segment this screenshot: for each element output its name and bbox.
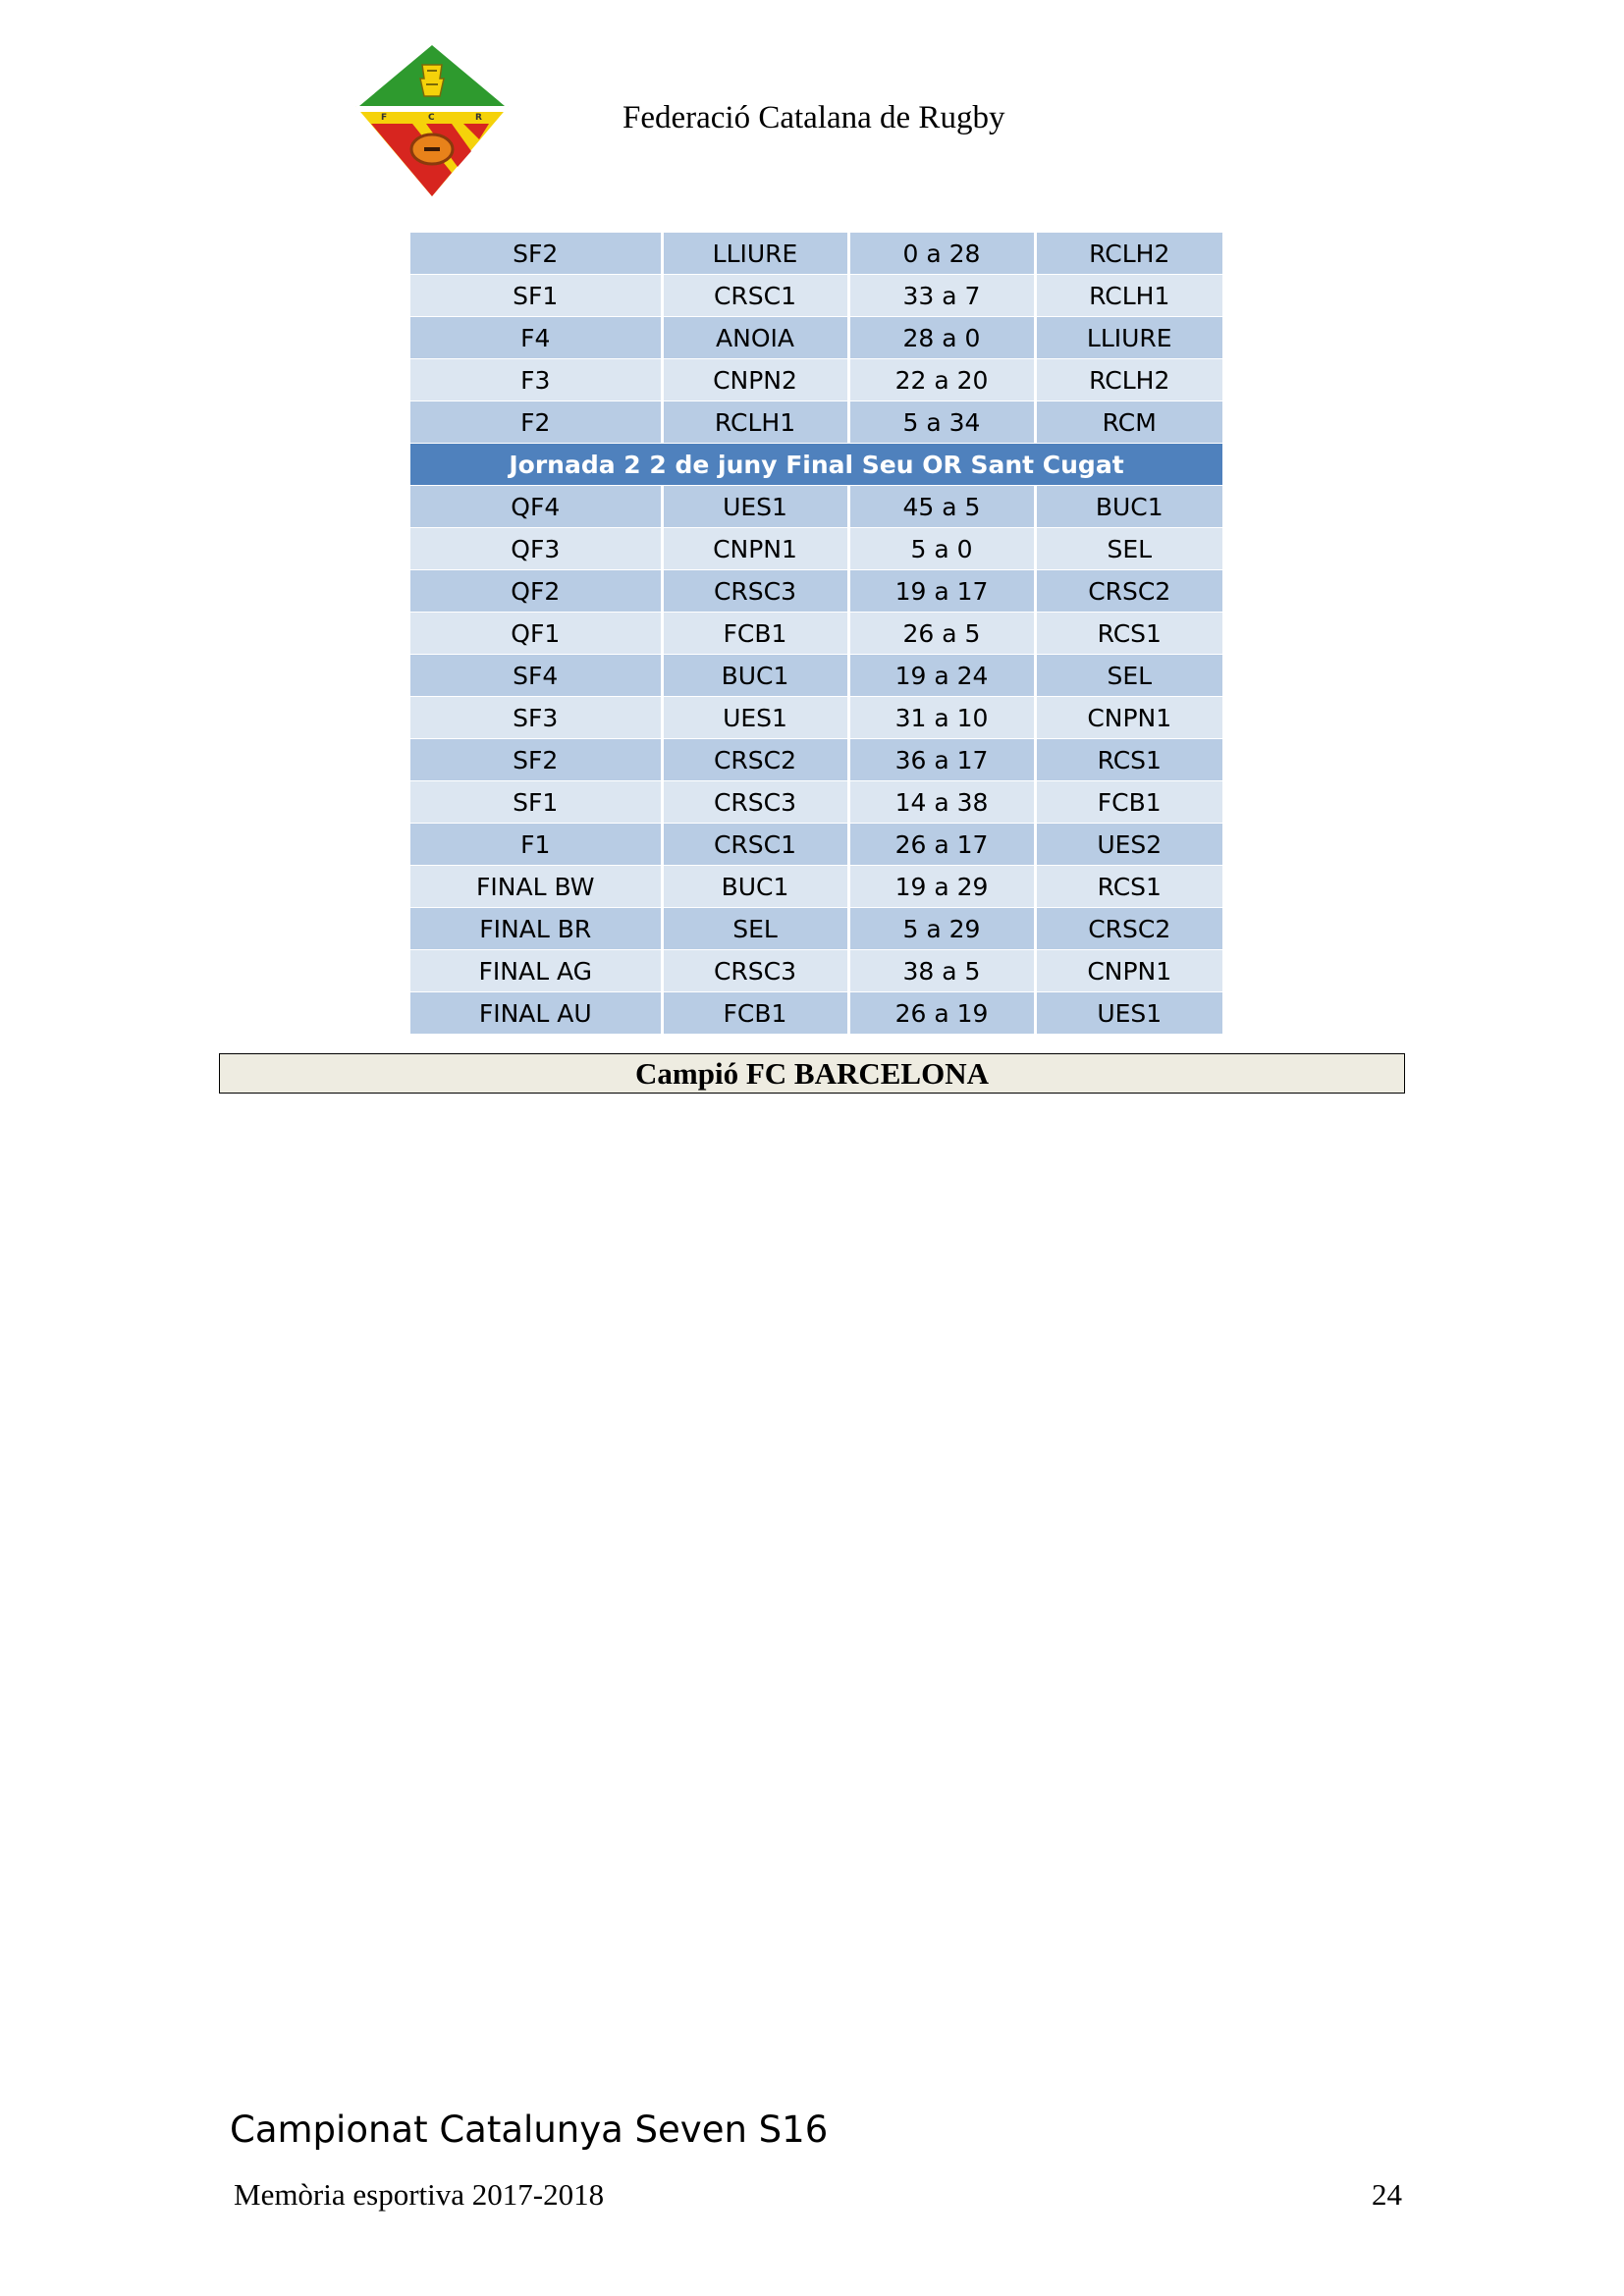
table-row: [410, 739, 1222, 781]
home-team: CNPN1: [662, 528, 848, 570]
organization-name: Federació Catalana de Rugby: [623, 100, 1005, 135]
score: 5 a 29: [848, 908, 1035, 950]
home-team: UES1: [662, 486, 848, 528]
away-team: RCS1: [1035, 866, 1222, 908]
page-number: 24: [1372, 2177, 1402, 2212]
table-row: [410, 908, 1222, 950]
match-code: SF1: [410, 781, 662, 824]
score: 19 a 29: [848, 866, 1035, 908]
score: 22 a 20: [848, 359, 1035, 401]
section-header-row: [410, 444, 1222, 486]
away-team: RCS1: [1035, 739, 1222, 781]
home-team: UES1: [662, 697, 848, 739]
table-row: [410, 233, 1222, 275]
match-code: FINAL BW: [410, 866, 662, 908]
match-code: QF4: [410, 486, 662, 528]
match-code: F1: [410, 824, 662, 866]
table-row: [410, 824, 1222, 866]
home-team: CRSC3: [662, 570, 848, 613]
logo-letter-c: C: [428, 113, 435, 123]
section-header-title: Jornada 2 2 de juny Final Seu OR Sant Cugat: [410, 444, 1222, 486]
table-row: [410, 401, 1222, 444]
home-team: CRSC3: [662, 950, 848, 992]
home-team: CRSC1: [662, 824, 848, 866]
score: 31 a 10: [848, 697, 1035, 739]
away-team: CRSC2: [1035, 908, 1222, 950]
away-team: FCB1: [1035, 781, 1222, 824]
results-table-body: [410, 233, 1222, 1035]
table-row: [410, 317, 1222, 359]
match-code: FINAL AG: [410, 950, 662, 992]
match-code: QF2: [410, 570, 662, 613]
away-team: CRSC2: [1035, 570, 1222, 613]
match-code: SF3: [410, 697, 662, 739]
away-team: BUC1: [1035, 486, 1222, 528]
score: 28 a 0: [848, 317, 1035, 359]
table-row: [410, 275, 1222, 317]
match-code: QF1: [410, 613, 662, 655]
match-code: SF2: [410, 739, 662, 781]
match-code: SF4: [410, 655, 662, 697]
away-team: CNPN1: [1035, 950, 1222, 992]
away-team: LLIURE: [1035, 317, 1222, 359]
table-row: [410, 359, 1222, 401]
table-row: [410, 486, 1222, 528]
table-row: [410, 697, 1222, 739]
score: 26 a 19: [848, 992, 1035, 1035]
match-code: SF2: [410, 233, 662, 275]
table-row: [410, 866, 1222, 908]
score: 36 a 17: [848, 739, 1035, 781]
match-code: F3: [410, 359, 662, 401]
table-row: [410, 655, 1222, 697]
home-team: CRSC3: [662, 781, 848, 824]
table-row: [410, 613, 1222, 655]
away-team: RCLH1: [1035, 275, 1222, 317]
home-team: BUC1: [662, 866, 848, 908]
footer-memoria: Memòria esportiva 2017-2018: [234, 2177, 605, 2212]
score: 38 a 5: [848, 950, 1035, 992]
away-team: RCLH2: [1035, 233, 1222, 275]
table-row: [410, 570, 1222, 613]
results-table: [410, 233, 1222, 1035]
score: 14 a 38: [848, 781, 1035, 824]
score: 19 a 17: [848, 570, 1035, 613]
home-team: ANOIA: [662, 317, 848, 359]
table-row: [410, 950, 1222, 992]
score: 5 a 34: [848, 401, 1035, 444]
home-team: CRSC1: [662, 275, 848, 317]
match-code: FINAL AU: [410, 992, 662, 1035]
score: 45 a 5: [848, 486, 1035, 528]
section-title: Campionat Catalunya Seven S16: [230, 2109, 829, 2151]
home-team: LLIURE: [662, 233, 848, 275]
away-team: RCS1: [1035, 613, 1222, 655]
score: 26 a 5: [848, 613, 1035, 655]
away-team: CNPN1: [1035, 697, 1222, 739]
away-team: UES2: [1035, 824, 1222, 866]
table-row: [410, 528, 1222, 570]
home-team: CNPN2: [662, 359, 848, 401]
logo-letter-r: R: [475, 113, 482, 123]
score: 26 a 17: [848, 824, 1035, 866]
away-team: RCLH2: [1035, 359, 1222, 401]
home-team: BUC1: [662, 655, 848, 697]
match-code: FINAL BR: [410, 908, 662, 950]
home-team: CRSC2: [662, 739, 848, 781]
match-code: F2: [410, 401, 662, 444]
score: 33 a 7: [848, 275, 1035, 317]
away-team: SEL: [1035, 655, 1222, 697]
match-code: SF1: [410, 275, 662, 317]
away-team: UES1: [1035, 992, 1222, 1035]
home-team: FCB1: [662, 992, 848, 1035]
match-code: F4: [410, 317, 662, 359]
score: 5 a 0: [848, 528, 1035, 570]
score: 0 a 28: [848, 233, 1035, 275]
home-team: SEL: [662, 908, 848, 950]
away-team: RCM: [1035, 401, 1222, 444]
fcr-logo: [346, 41, 518, 200]
score: 19 a 24: [848, 655, 1035, 697]
table-row: [410, 992, 1222, 1035]
home-team: RCLH1: [662, 401, 848, 444]
home-team: FCB1: [662, 613, 848, 655]
match-code: QF3: [410, 528, 662, 570]
away-team: SEL: [1035, 528, 1222, 570]
champion-banner: Campió FC BARCELONA: [219, 1053, 1405, 1094]
logo-letter-f: F: [381, 113, 388, 123]
table-row: [410, 781, 1222, 824]
